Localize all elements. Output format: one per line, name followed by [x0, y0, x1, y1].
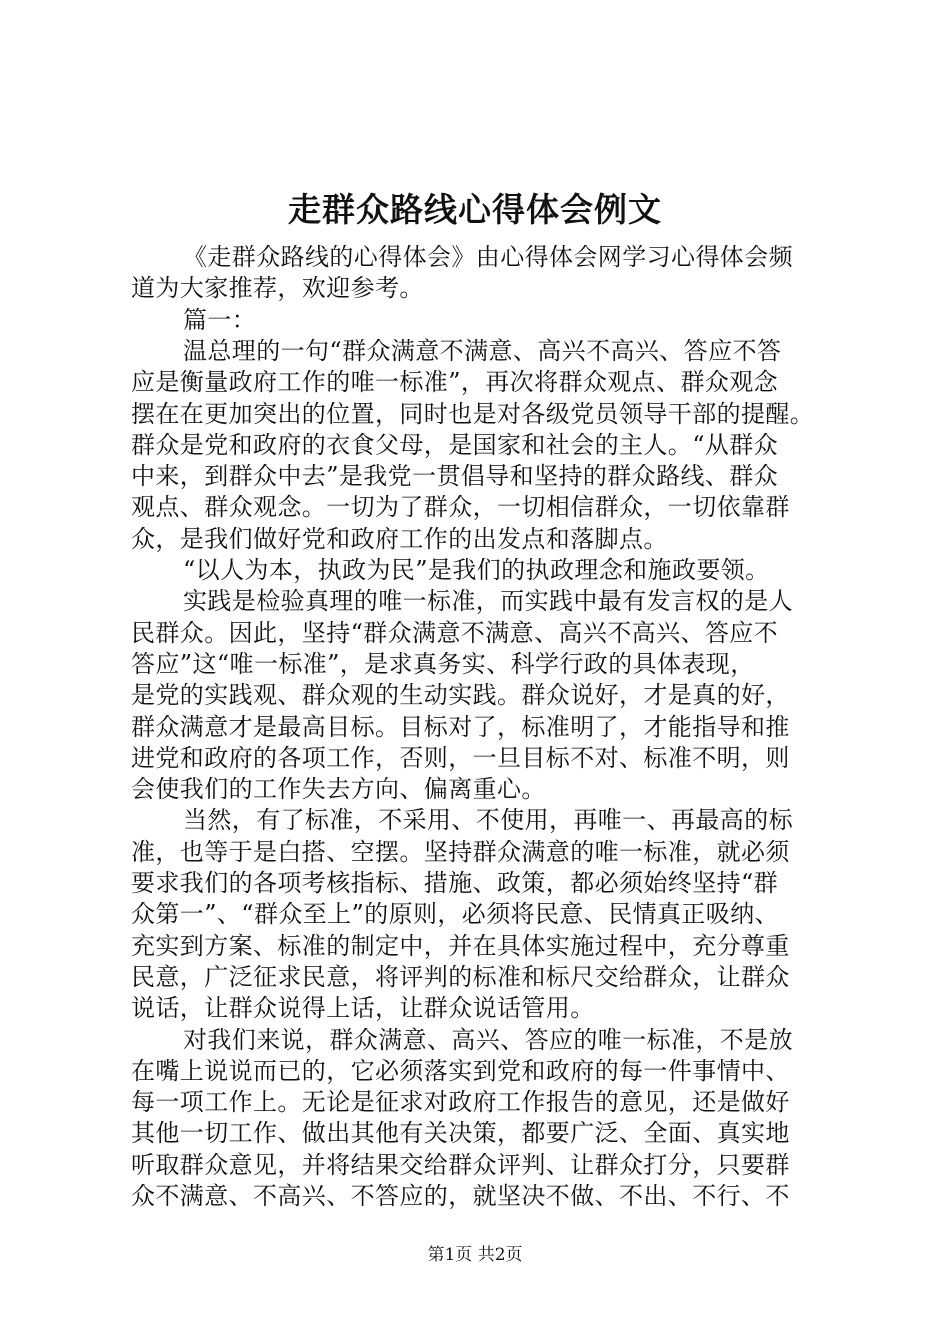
body-line: 其他一切工作、做出其他有关决策，都要广泛、全面、真实地	[131, 1119, 790, 1148]
body-line: 说话，让群众说得上话，让群众说话管用。	[131, 994, 595, 1023]
body-line: 群众满意才是最高目标。目标对了，标准明了，才能指导和推	[131, 712, 790, 741]
body-line: 充实到方案、标准的制定中，并在具体实施过程中，充分尊重	[131, 931, 790, 960]
body-line: 众不满意、不高兴、不答应的，就坚决不做、不出、不行、不	[131, 1182, 790, 1210]
body-line: 《走群众路线的心得体会》由心得体会网学习心得体会频	[183, 243, 793, 271]
body-line: 对我们来说，群众满意、高兴、答应的唯一标准，不是放	[183, 1025, 793, 1054]
body-line: 要求我们的各项考核指标、措施、政策，都必须始终坚持“群	[131, 869, 779, 897]
body-line: 篇一：	[183, 305, 257, 334]
body-line: 道为大家推荐，欢迎参考。	[131, 274, 424, 303]
body-line: 观点、群众观念。一切为了群众，一切相信群众，一切依靠群	[131, 493, 790, 522]
body-line: 温总理的一句“群众满意不满意、高兴不高兴、答应不答	[183, 336, 782, 365]
document-title: 走群众路线心得体会例文	[288, 190, 662, 229]
page-footer: 第1页 共2页	[427, 1245, 523, 1265]
body-line: 众第一”、“群众至上”的原则，必须将民意、民情真正吸纳、	[131, 900, 780, 929]
body-line: 当然，有了标准，不采用、不使用，再唯一、再最高的标	[183, 806, 793, 835]
body-line: 准，也等于是白搭、空摆。坚持群众满意的唯一标准，就必须	[131, 837, 790, 866]
body-line: 答应”这“唯一标准”，是求真务实、科学行政的具体表现，	[131, 649, 755, 678]
body-line: 听取群众意见，并将结果交给群众评判、让群众打分，只要群	[131, 1150, 790, 1179]
body-line: 进党和政府的各项工作，否则，一旦目标不对、标准不明，则	[131, 743, 790, 772]
body-line: 应是衡量政府工作的唯一标准”，再次将群众观点、群众观念	[131, 368, 779, 397]
body-line: 实践是检验真理的唯一标准，而实践中最有发言权的是人	[183, 587, 793, 616]
body-line: 在嘴上说说而已的，它必须落实到党和政府的每一件事情中、	[131, 1056, 790, 1085]
body-line: 摆在在更加突出的位置，同时也是对各级党员领导干部的提醒。	[131, 399, 815, 428]
body-line: 是党的实践观、群众观的生动实践。群众说好，才是真的好，	[131, 681, 790, 710]
body-line: 民群众。因此，坚持“群众满意不满意、高兴不高兴、答应不	[131, 618, 779, 647]
body-line: 中来，到群众中去”是我党一贯倡导和坚持的群众路线、群众	[131, 462, 779, 491]
body-line: 每一项工作上。无论是征求对政府工作报告的意见，还是做好	[131, 1088, 790, 1117]
body-line: “以人为本，执政为民”是我们的执政理念和施政要领。	[183, 556, 770, 584]
body-line: 群众是党和政府的衣食父母，是国家和社会的主人。“从群众	[131, 430, 779, 459]
body-line: 众，是我们做好党和政府工作的出发点和落脚点。	[131, 524, 668, 553]
body-line: 会使我们的工作失去方向、偏离重心。	[131, 775, 546, 804]
body-line: 民意，广泛征求民意，将评判的标准和标尺交给群众，让群众	[131, 962, 790, 991]
